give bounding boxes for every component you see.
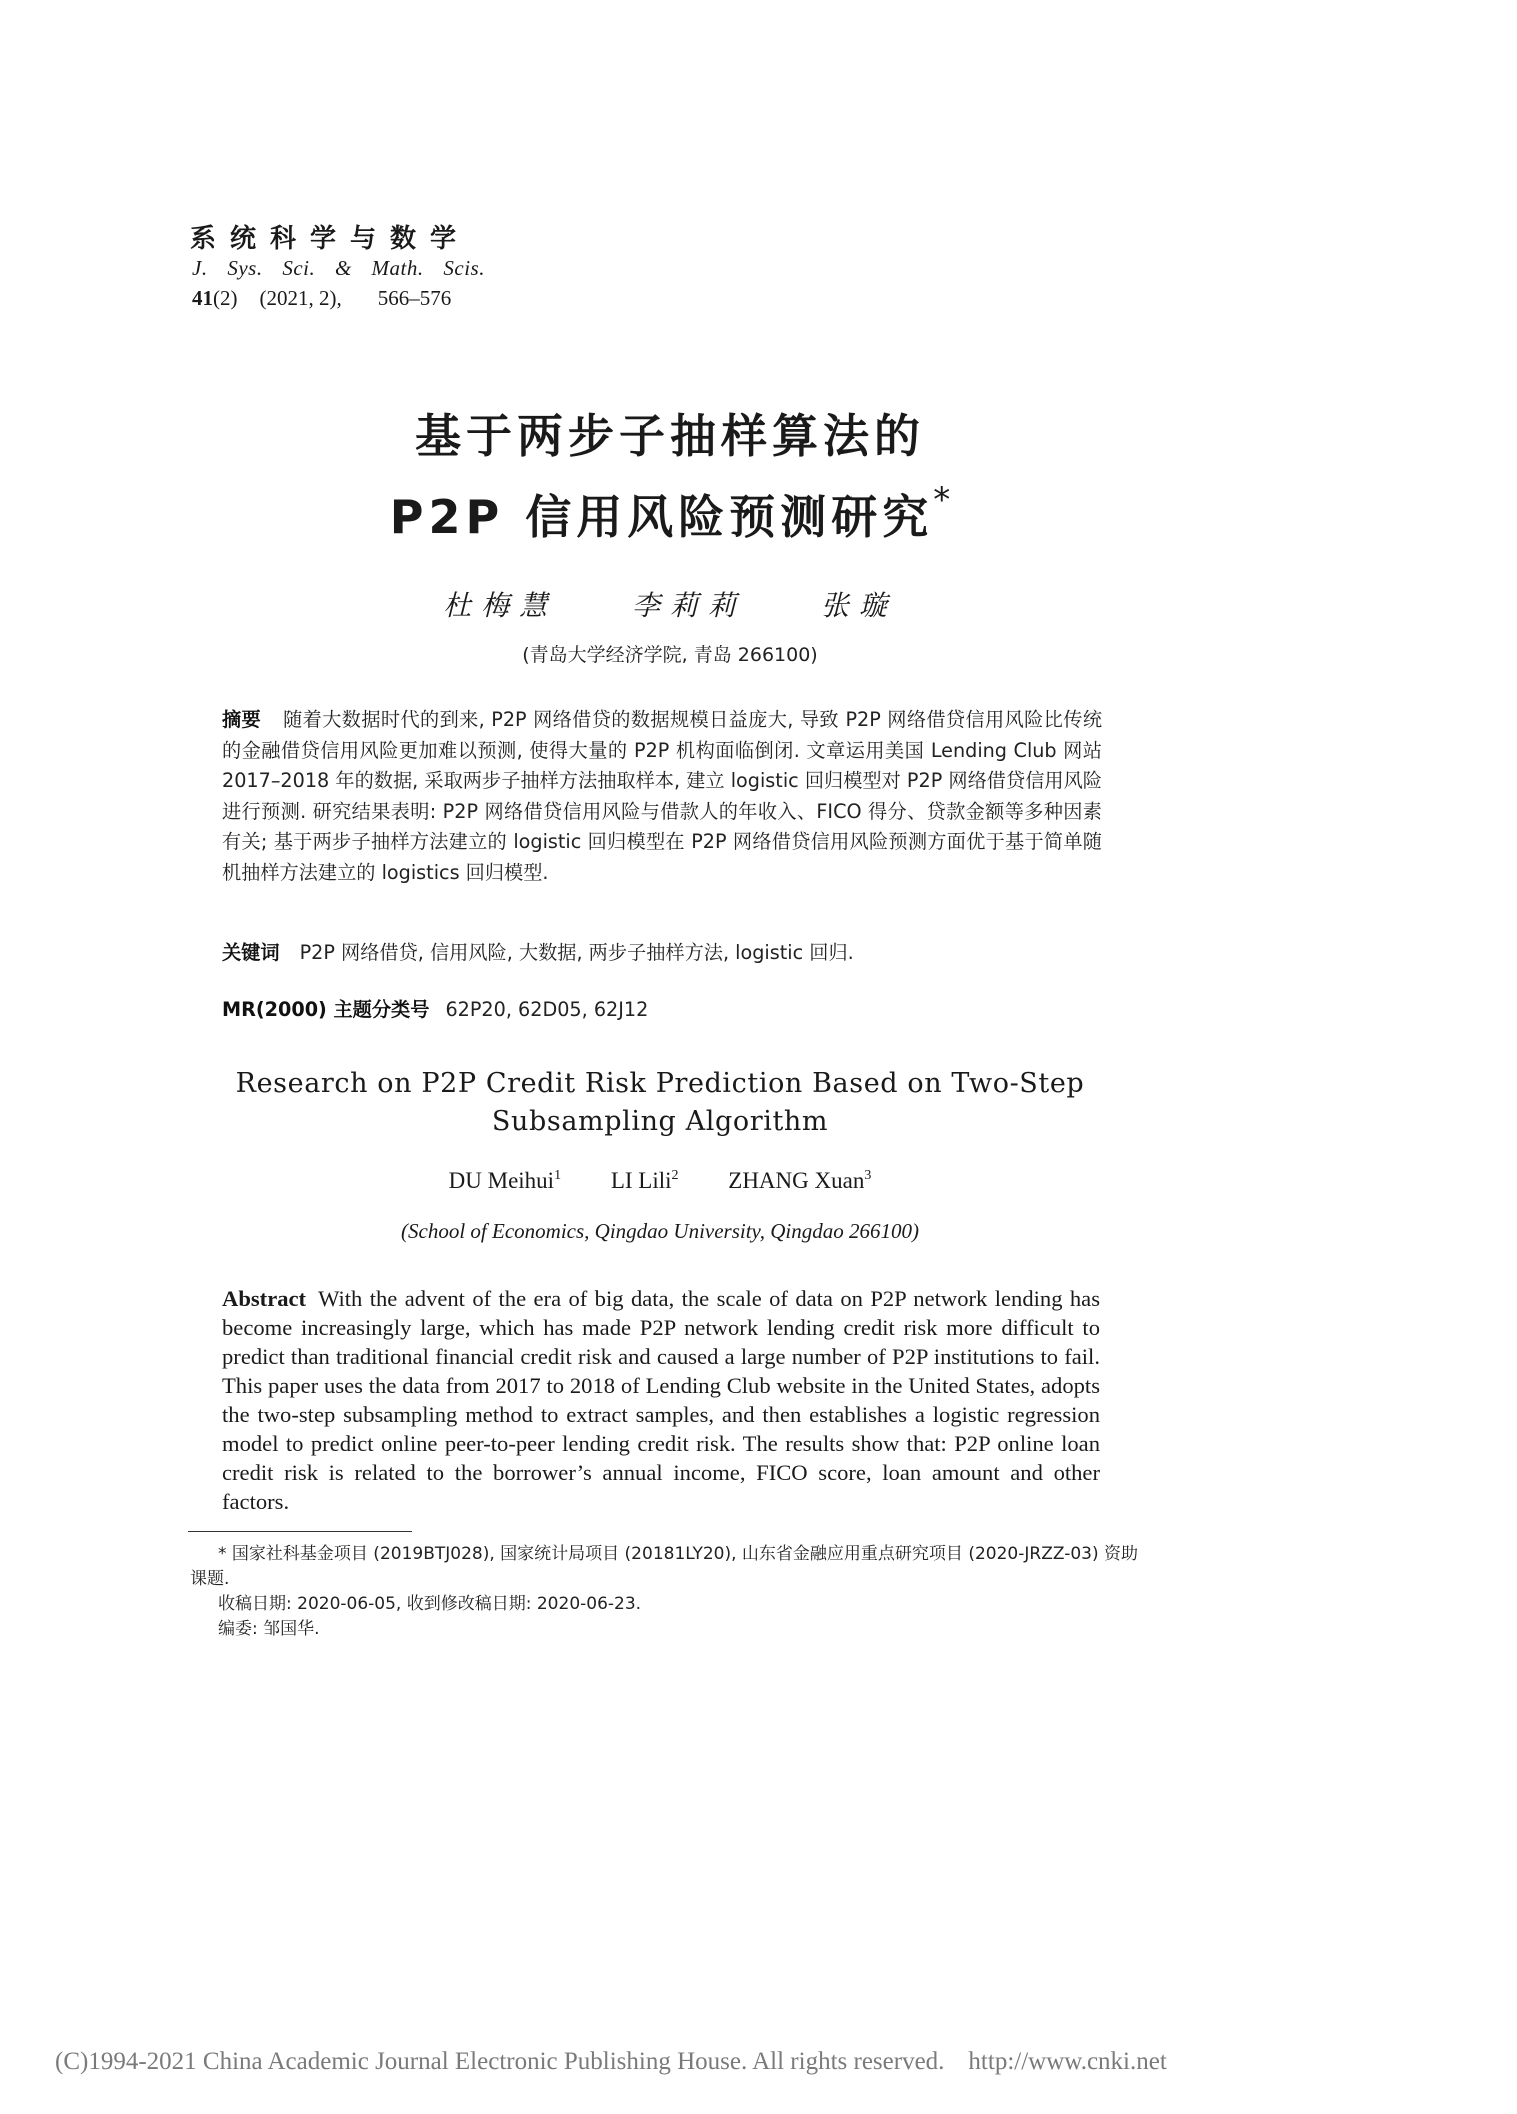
keywords-cn-text: P2P 网络借贷, 信用风险, 大数据, 两步子抽样方法, logistic 回归. (299, 941, 854, 964)
abstract-cn-text: 随着大数据时代的到来, P2P 网络借贷的数据规模日益庞大, 导致 P2P 网络借贷信用风险比传统的金融借贷信用风险更加难以预测, 使得大量的 P2P 机构面临倒闭. 文章运用美国 Lending Club 网站 2017–2018 年的数据, 采取两步子抽样方法抽取样本, 建立 logistic 回归模型对 P2P 网络借贷信用风险进行预测. 研究结果表明: P2P 网络借贷信用风险与借款人的年收入、FICO 得分、贷款金额等多种因素有关; 基于两步子抽样方法建立的 logistic 回归模型在 P2P 网络借贷信用风险预测方面优于基于简单随机抽样方法建立的 logistics 回归模型. (222, 708, 1103, 884)
author-en (611, 1168, 679, 1193)
copyright-line (55, 2048, 1167, 2076)
keywords-cn (222, 938, 1122, 965)
author-cn: 李莉莉 (631, 589, 746, 622)
mr-classification-text: 62P20, 62D05, 62J12 (445, 998, 649, 1021)
title-cn-line2: P2P 信用风险预测研究 (389, 490, 934, 544)
footnote-fund: * 国家社科基金项目 (2019BTJ028), 国家统计局项目 (20181LY20), 山东省金融应用重点研究项目 (2020-JRZZ-03) 资助课题. (190, 1544, 1138, 1589)
copyright-text: (C)1994-2021 China Academic Journal Electronic Publishing House. All rights reserved. (55, 2048, 945, 2075)
author-en-sup: 3 (864, 1168, 872, 1183)
abstract-en (222, 1284, 1100, 1516)
title-cn-line2-wrap (0, 480, 1340, 547)
title-en-line2: Subsampling Algorithm (491, 1106, 829, 1137)
author-cn: 张璇 (820, 589, 897, 622)
author-en-sup: 1 (554, 1168, 562, 1183)
journal-name-en: J. Sys. Sci. & Math. Scis. (192, 256, 485, 280)
authors-cn (0, 584, 1340, 624)
abstract-cn (222, 705, 1102, 888)
abstract-cn-label: 摘要 (222, 708, 262, 731)
author-en (449, 1168, 561, 1193)
journal-pages: 566–576 (377, 286, 452, 310)
author-en-name: ZHANG Xuan (728, 1168, 865, 1193)
footnote-rule (188, 1531, 412, 1532)
title-en-line1: Research on P2P Credit Risk Prediction Based on Two-Step (235, 1068, 1085, 1099)
abstract-en-label: Abstract (222, 1286, 307, 1311)
journal-volume: 41 (192, 286, 213, 310)
footnote-editor: 编委: 邹国华. (218, 1619, 320, 1639)
journal-date: (2021, 2), (259, 286, 342, 310)
footnote-dates: 收稿日期: 2020-06-05, 收到修改稿日期: 2020-06-23. (218, 1594, 642, 1614)
authors-en (0, 1168, 1320, 1194)
mr-classification-label: MR(2000) 主题分类号 (222, 998, 430, 1021)
title-cn-line1: 基于两步子抽样算法的 (415, 409, 925, 463)
author-cn: 杜梅慧 (443, 589, 558, 622)
journal-volume-line (192, 286, 451, 311)
mr-classification (222, 995, 1122, 1022)
journal-issue: (2) (213, 286, 238, 310)
author-en-name: DU Meihui (448, 1168, 555, 1193)
author-en-name: LI Lili (610, 1168, 672, 1193)
footnotes (190, 1542, 1150, 1642)
copyright-url[interactable]: http://www.cnki.net (968, 2048, 1167, 2075)
journal-name-cn: 系统科学与数学 (190, 224, 471, 254)
title-footnote-star: * (933, 480, 951, 520)
affiliation-cn: (青岛大学经济学院, 青岛 266100) (522, 644, 818, 666)
affiliation-en: (School of Economics, Qingdao University, Qingdao 266100) (401, 1219, 919, 1243)
keywords-cn-label: 关键词 (222, 941, 280, 964)
abstract-en-text: With the advent of the era of big data, the scale of data on P2P network lending has become increasingly large, which has made P2P network lending credit risk more difficult to predict than traditional financial credit risk and caused a large number of P2P institutions to fail. This paper uses the data from 2017 to 2018 of Lending Club website in the United States, adopts the two-step subsampling method to extract samples, and then establishes a logistic regression model to predict online peer-to-peer lending credit risk. The results show that: P2P online loan credit risk is related to the borrower’s annual income, FICO score, loan amount and other factors. (222, 1286, 1100, 1514)
author-en (728, 1168, 871, 1193)
author-en-sup: 2 (671, 1168, 679, 1183)
